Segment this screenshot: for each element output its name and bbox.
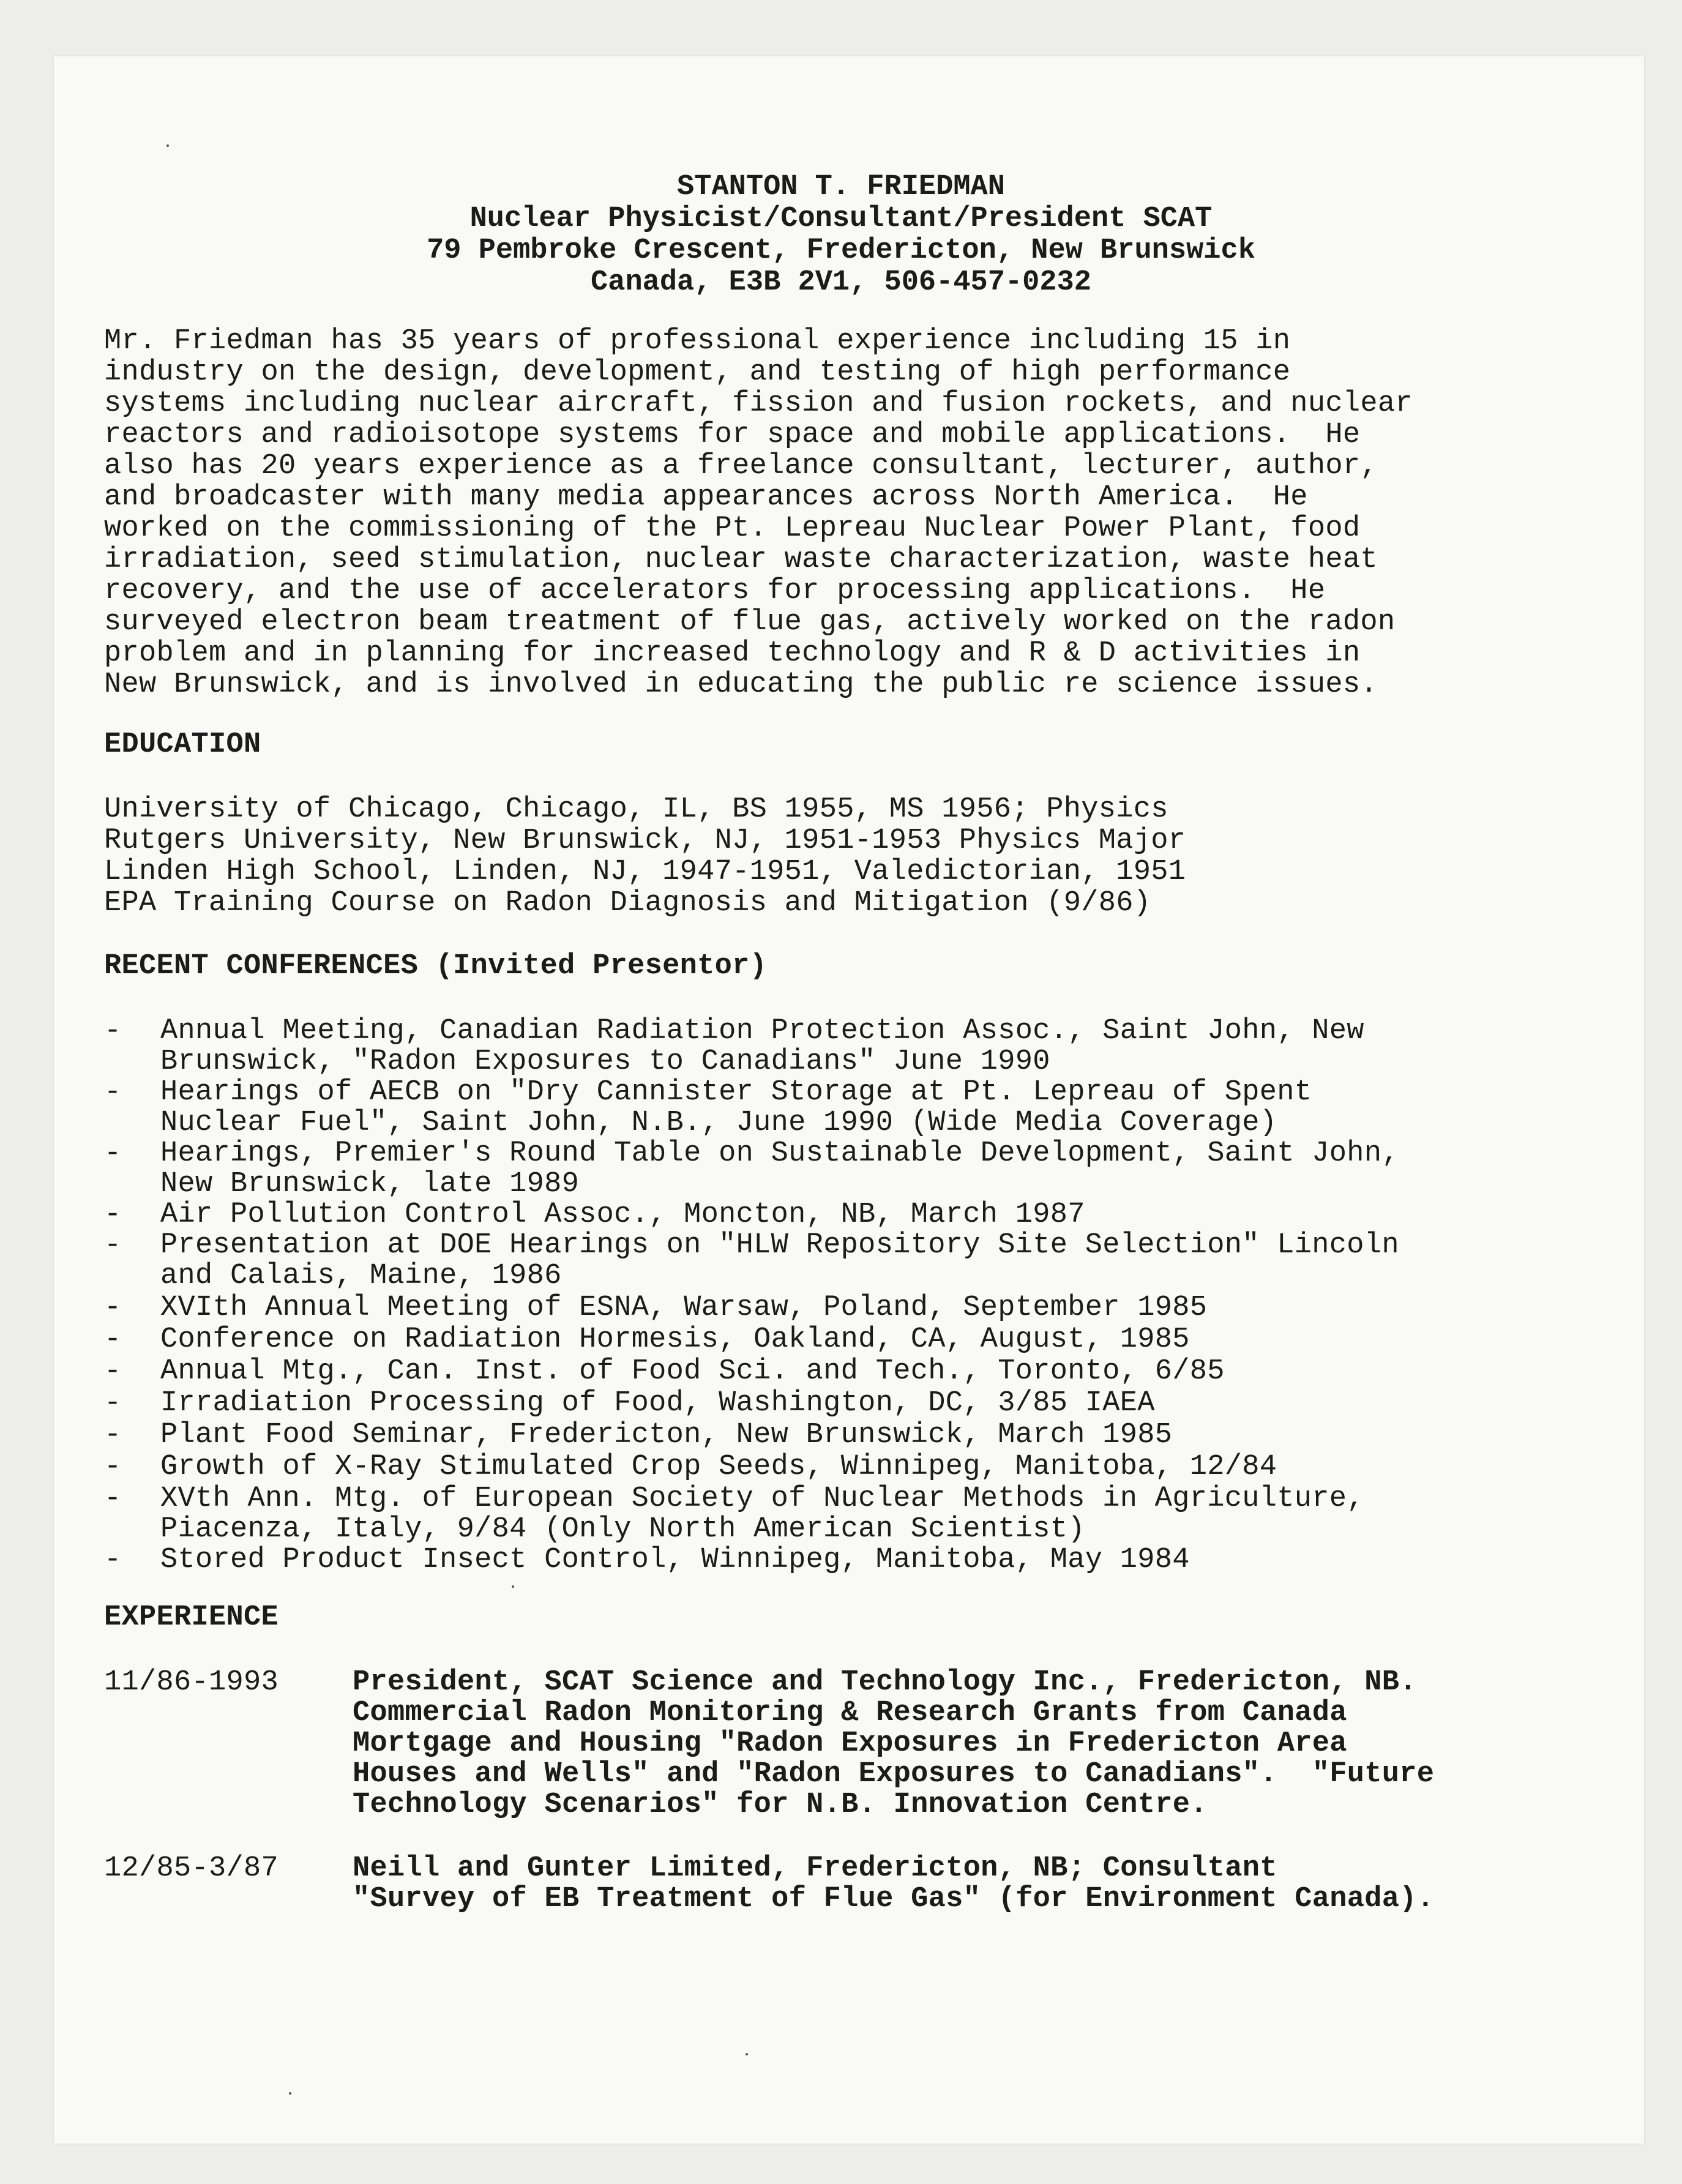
- conference-item: Stored Product Insect Control, Winnipeg, Manitoba, May 1984: [160, 1544, 1190, 1576]
- summary-line: problem and in planning for increased technology and R & D activities in: [104, 637, 1361, 670]
- author-title: Nuclear Physicist/Consultant/President SCAT: [469, 203, 1213, 235]
- summary-line: New Brunswick, and is involved in educating the public re science issues.: [104, 668, 1378, 701]
- conference-item: Irradiation Processing of Food, Washington, DC, 3/85 IAEA: [160, 1387, 1155, 1419]
- conference-item: Air Pollution Control Assoc., Moncton, NB, March 1987: [160, 1199, 1085, 1231]
- bullet-dash: -: [104, 1387, 122, 1419]
- conference-item: Hearings of AECB on "Dry Cannister Storage at Pt. Lepreau of Spent: [160, 1076, 1312, 1109]
- bullet-dash: -: [104, 1076, 122, 1109]
- summary-line: worked on the commissioning of the Pt. Lepreau Nuclear Power Plant, food: [104, 512, 1361, 545]
- conference-item-cont: Nuclear Fuel", Saint John, N.B., June 1990 (Wide Media Coverage): [160, 1107, 1277, 1139]
- education-item: Rutgers University, New Brunswick, NJ, 1951-1953 Physics Major: [104, 825, 1186, 857]
- bullet-dash: -: [104, 1323, 122, 1356]
- bullet-dash: -: [104, 1451, 122, 1483]
- education-item: Linden High School, Linden, NJ, 1947-1951, Valedictorian, 1951: [104, 856, 1186, 888]
- experience-dates: 12/85-3/87: [104, 1852, 279, 1885]
- conferences-heading: RECENT CONFERENCES (Invited Presentor): [104, 950, 768, 982]
- bullet-dash: -: [104, 1292, 122, 1324]
- experience-heading: EXPERIENCE: [104, 1601, 279, 1634]
- experience-line: Houses and Wells" and "Radon Exposures to Canadians". "Future: [353, 1758, 1435, 1790]
- bullet-dash: -: [104, 1483, 122, 1515]
- education-item: EPA Training Course on Radon Diagnosis and Mitigation (9/86): [104, 887, 1151, 919]
- conference-item: Annual Mtg., Can. Inst. of Food Sci. and Tech., Toronto, 6/85: [160, 1355, 1225, 1388]
- experience-line: President, SCAT Science and Technology Inc., Fredericton, NB.: [353, 1666, 1417, 1699]
- experience-line: Mortgage and Housing "Radon Exposures in Fredericton Area: [353, 1727, 1347, 1760]
- summary-line: reactors and radioisotope systems for space and mobile applications. He: [104, 419, 1361, 451]
- summary-line: also has 20 years experience as a freelance consultant, lecturer, author,: [104, 450, 1378, 482]
- conference-item: Hearings, Premier's Round Table on Sustainable Development, Saint John,: [160, 1137, 1399, 1170]
- conference-item: Conference on Radiation Hormesis, Oakland, CA, August, 1985: [160, 1323, 1190, 1356]
- conference-item: Plant Food Seminar, Fredericton, New Brunswick, March 1985: [160, 1419, 1173, 1451]
- summary-line: systems including nuclear aircraft, fission and fusion rockets, and nuclear: [104, 387, 1413, 420]
- conference-item-cont: Piacenza, Italy, 9/84 (Only North American Scientist): [160, 1513, 1085, 1546]
- experience-dates: 11/86-1993: [104, 1666, 279, 1699]
- conference-item-cont: and Calais, Maine, 1986: [160, 1260, 562, 1292]
- author-address: 79 Pembroke Crescent, Fredericton, New Brunswick: [427, 234, 1255, 267]
- experience-line: "Survey of EB Treatment of Flue Gas" (for Environment Canada).: [353, 1883, 1435, 1915]
- experience-line: Technology Scenarios" for N.B. Innovation Centre.: [353, 1789, 1208, 1821]
- scan-speck: [512, 1585, 514, 1588]
- bullet-dash: -: [104, 1355, 122, 1388]
- summary-line: Mr. Friedman has 35 years of professional experience including 15 in: [104, 325, 1291, 357]
- author-name: STANTON T. FRIEDMAN: [677, 171, 1005, 203]
- bullet-dash: -: [104, 1544, 122, 1576]
- scan-speck: [166, 144, 169, 147]
- conference-item: Growth of X-Ray Stimulated Crop Seeds, Winnipeg, Manitoba, 12/84: [160, 1451, 1277, 1483]
- education-item: University of Chicago, Chicago, IL, BS 1955, MS 1956; Physics: [104, 793, 1168, 826]
- conference-item: Annual Meeting, Canadian Radiation Protection Assoc., Saint John, New: [160, 1015, 1364, 1047]
- bullet-dash: -: [104, 1199, 122, 1231]
- education-heading: EDUCATION: [104, 728, 261, 761]
- scan-speck: [289, 2092, 291, 2095]
- conference-item-cont: Brunswick, "Radon Exposures to Canadians" June 1990: [160, 1045, 1050, 1078]
- scan-speck: [746, 2053, 748, 2055]
- author-contact: Canada, E3B 2V1, 506-457-0232: [591, 266, 1091, 299]
- conference-item: XVIth Annual Meeting of ESNA, Warsaw, Poland, September 1985: [160, 1292, 1208, 1324]
- bullet-dash: -: [104, 1419, 122, 1451]
- bullet-dash: -: [104, 1015, 122, 1047]
- bullet-dash: -: [104, 1137, 122, 1170]
- experience-line: Commercial Radon Monitoring & Research Grants from Canada: [353, 1697, 1347, 1729]
- summary-line: surveyed electron beam treatment of flue gas, actively worked on the radon: [104, 606, 1396, 638]
- summary-line: and broadcaster with many media appearances across North America. He: [104, 481, 1308, 514]
- summary-line: industry on the design, development, and testing of high performance: [104, 356, 1291, 389]
- bullet-dash: -: [104, 1229, 122, 1262]
- conference-item: Presentation at DOE Hearings on "HLW Repository Site Selection" Lincoln: [160, 1229, 1399, 1262]
- conference-item-cont: New Brunswick, late 1989: [160, 1168, 580, 1200]
- experience-line: Neill and Gunter Limited, Fredericton, NB; Consultant: [353, 1852, 1277, 1885]
- summary-line: irradiation, seed stimulation, nuclear waste characterization, waste heat: [104, 544, 1378, 576]
- conference-item: XVth Ann. Mtg. of European Society of Nuclear Methods in Agriculture,: [160, 1483, 1364, 1515]
- summary-line: recovery, and the use of accelerators for processing applications. He: [104, 575, 1326, 607]
